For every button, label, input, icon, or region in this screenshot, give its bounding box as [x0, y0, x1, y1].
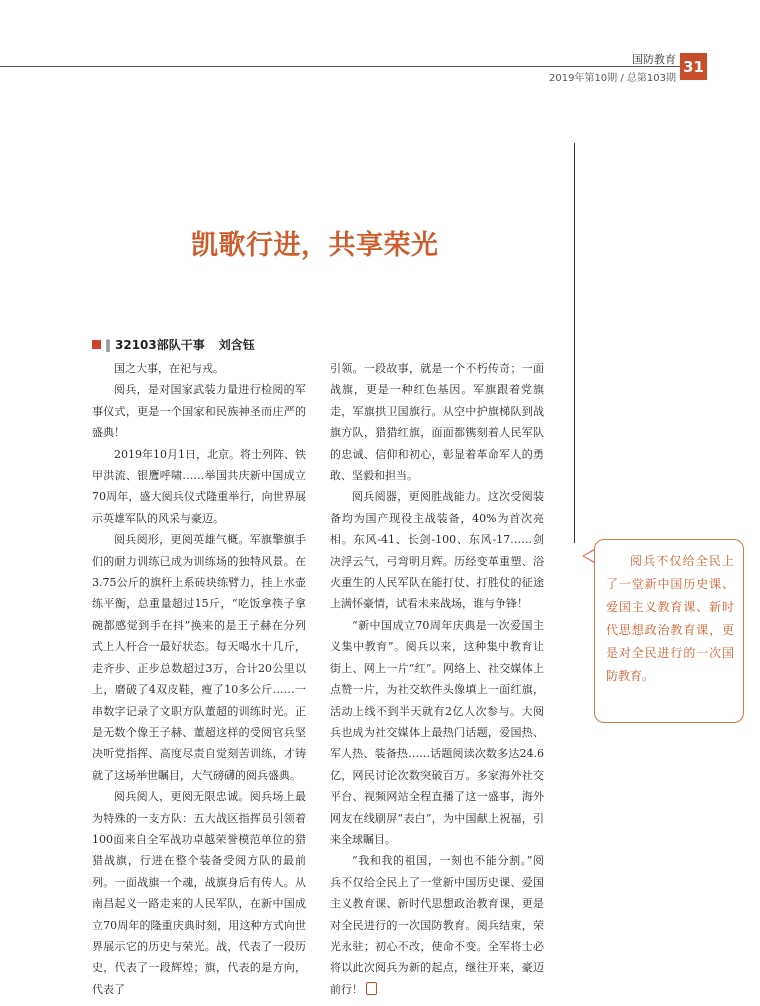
paragraph: 阅兵阅器，更阅胜战能力。这次受阅装备均为国产现役主战装备，40%为首次亮相。东风-41、长剑-100、东风-17……剑决浮云气，弓弯明月辉。历经变革重塑、浴火重生的人民军队在能打仗、打胜仗的征途上满怀豪情，试看未来战场，谁与争锋！	[330, 490, 544, 611]
paragraph: “新中国成立70周年庆典是一次爱国主义集中教育”。阅兵以来，这种集中教育让街上、网上一片“红”。网络上、社交媒体上点赞一片，为社交软件头像填上一面红旗，活动上线不到半天就有2亿人次参与。大阅兵也成为社交媒体上最热门话题，爱国热、军人热、装备热……话题阅读次数多达24.6亿，网民讨论次数突破百万。多家海外社交平台、视频网站全程直播了这一盛事，海外网友在线刷屏“表白”，为中国献上祝福，引来全球瞩目。	[330, 618, 544, 846]
pull-quote: 阅兵不仅给全民上了一堂新中国历史课、爱国主义教育课、新时代思想政治教育课，更是对全民进行的一次国防教育。	[594, 539, 744, 723]
side-rule	[574, 143, 575, 543]
header-rule	[0, 66, 680, 67]
byline-divider: ‖	[105, 337, 111, 352]
final-paragraph-text: “我和我的祖国，一刻也不能分割。”阅兵不仅给全民上了一堂新中国历史课、爱国主义教育课、新时代思想政治教育课，更是对全民进行的一次国防教育。阅兵结束，荣光永驻；初心不改，使命不变。全军将士必将以此次阅兵为新的起点，继往开来，豪迈前行！	[330, 854, 544, 996]
red-square-icon	[92, 340, 101, 349]
paragraph: 阅兵，是对国家武装力量进行检阅的军事仪式，更是一个国家和民族神圣而庄严的盛典！	[92, 383, 306, 440]
issue-info: 2019年第10期 / 总第103期	[549, 73, 676, 84]
journal-name: 国防教育	[632, 53, 676, 66]
end-of-article-icon	[366, 982, 377, 995]
paragraph: 2019年10月1日，北京。将士列阵、铁甲洪流、银鹰呼啸……举国共庆新中国成立70周年，盛大阅兵仪式隆重举行，向世界展示英雄军队的风采与豪迈。	[92, 447, 306, 525]
pull-quote-pointer	[582, 549, 594, 563]
right-column	[330, 358, 544, 1000]
byline-unit: 32103部队干事	[115, 338, 205, 352]
article-title: 凯歌行进，共享荣光	[191, 230, 439, 261]
paragraph-final	[330, 850, 544, 1000]
byline	[92, 336, 255, 353]
paragraph-continued: 引领。一段故事，就是一个不朽传奇；一面战旗，更是一种红色基因。军旗跟着党旗走，军旗拱卫国旗行。从空中护旗梯队到战旗方队，猎猎红旗，面面都镌刻着人民军队的忠诚、信仰和初心，彰显着革命军人的勇敢、坚毅和担当。	[330, 362, 544, 483]
left-column	[92, 358, 306, 1000]
paragraph: 阅兵阅形，更阅英雄气概。军旗擎旗手们的耐力训练已成为训练场的独特风景。在3.75公斤的旗杆上系砖块练臂力，挂上水壶练平衡，总重量超过15斤，“吃饭拿筷子拿碗都感觉到手在抖”换来的是王子赫在分列式上人杆合一最好状态。每天喝水十几斤，走齐步、正步总数超过3万，合计20公里以上，磨破了4双皮鞋，瘦了10多公斤……一串数字记录了文职方队董超的训练时光。正是无数个像王子赫、董超这样的受阅官兵坚决听党指挥、高度尽责自觉刻苦训练，才铸就了这场举世瞩目，大气磅礴的阅兵盛典。	[92, 533, 306, 782]
paragraph: 阅兵阅人，更阅无限忠诚。阅兵场上最为特殊的一支方队：五大战区指挥员引领着100面来自全军战功卓越荣誉模范单位的猎猎战旗，行进在整个装备受阅方队的最前列。一面战旗一个魂，战旗身后有传人。从南昌起义一路走来的人民军队，在新中国成立70周年的隆重庆典时刻，用这种方式向世界展示它的历史与荣光。战，代表了一段历史，代表了一段辉煌；旗，代表的是方向，代表了	[92, 790, 306, 996]
paragraph: 国之大事，在祀与戎。	[114, 362, 224, 375]
author-name: 刘含钰	[218, 338, 255, 352]
page-number: 31	[680, 53, 707, 80]
